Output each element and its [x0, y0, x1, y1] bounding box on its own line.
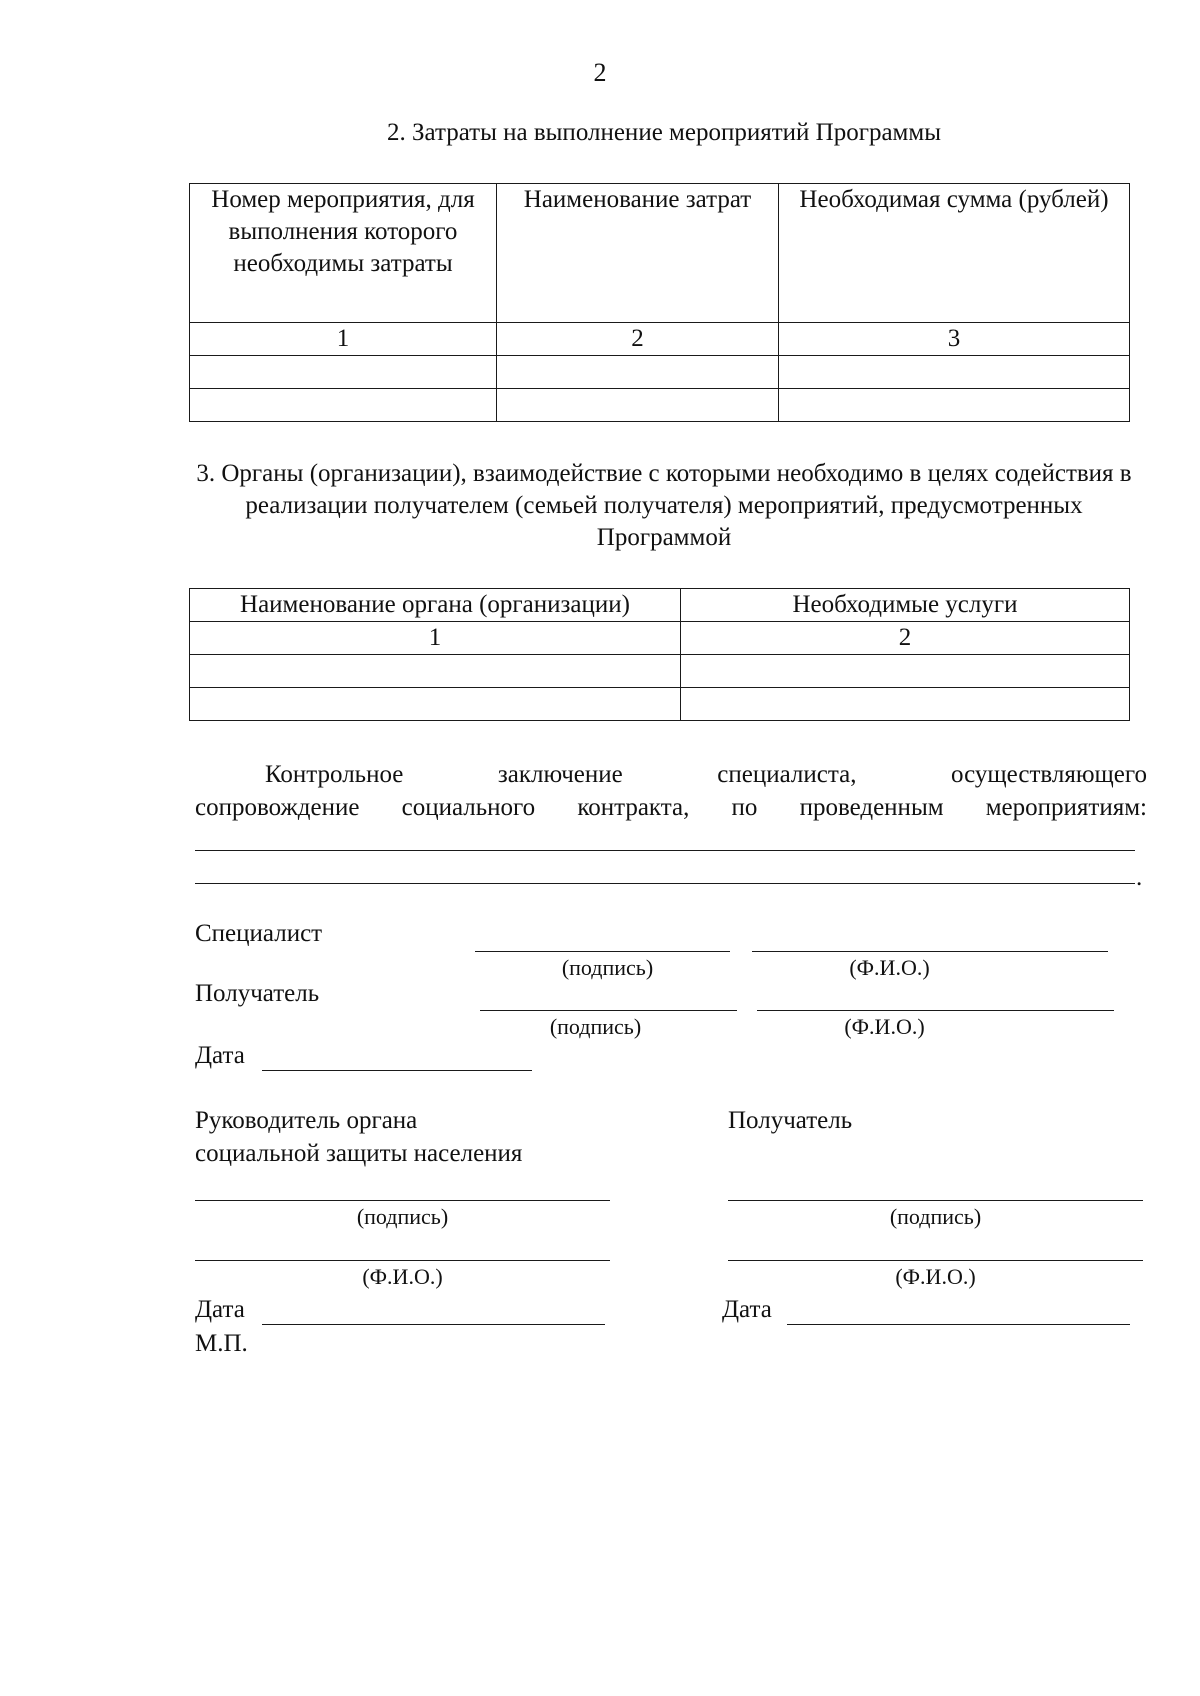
- empty-cell[interactable]: [779, 356, 1130, 389]
- column-number: 3: [779, 323, 1130, 356]
- specialist-fio-line[interactable]: [752, 951, 1108, 952]
- conclusion-word: Контрольное: [265, 761, 404, 788]
- column-number: 1: [190, 622, 681, 655]
- fio-caption: (Ф.И.О.): [844, 1014, 925, 1039]
- right-date-label: Дата: [722, 1296, 772, 1323]
- conclusion-line-2: [195, 794, 1147, 822]
- empty-cell[interactable]: [190, 356, 497, 389]
- conclusion-blank-line[interactable]: [195, 883, 1135, 884]
- header-required-sum: Необходимая сумма (рублей): [779, 184, 1130, 323]
- signature-caption: (подпись): [356, 1204, 449, 1229]
- empty-cell[interactable]: [779, 389, 1130, 422]
- conclusion-word: мероприятиям:: [985, 794, 1147, 821]
- date-line[interactable]: [262, 1070, 532, 1071]
- signature-caption: (подпись): [889, 1204, 982, 1229]
- head-fio-line[interactable]: [195, 1260, 610, 1261]
- date-label: Дата: [195, 1042, 245, 1069]
- table-row: [190, 389, 1130, 422]
- column-number: 1: [190, 323, 497, 356]
- conclusion-word: проведенным: [799, 794, 944, 821]
- stamp-label: М.П.: [195, 1330, 248, 1357]
- head-date-line[interactable]: [262, 1324, 605, 1325]
- conclusion-word: специалиста,: [717, 761, 857, 788]
- right-signature-line[interactable]: [728, 1200, 1143, 1201]
- header-required-services: Необходимые услуги: [681, 589, 1130, 622]
- right-fio-line[interactable]: [728, 1260, 1143, 1261]
- conclusion-end-mark: .: [1136, 864, 1143, 891]
- table-row: [190, 655, 1130, 688]
- section-3-title: 3. Органы (организации), взаимодействие с которыми необходимо в целях содействия в реализации получателем (семьей получателя) мероприятий, предусмотренных Программой: [196, 460, 1132, 551]
- column-number: 2: [681, 622, 1130, 655]
- recipient-label: Получатель: [195, 980, 320, 1007]
- specialist-signature-line[interactable]: [475, 951, 730, 952]
- recipient-fio-line[interactable]: [757, 1010, 1114, 1011]
- conclusion-word: сопровождение: [195, 794, 360, 821]
- empty-cell[interactable]: [190, 655, 681, 688]
- specialist-label: Специалист: [195, 920, 323, 947]
- conclusion-blank-line[interactable]: [195, 850, 1135, 851]
- table-row: [190, 323, 1130, 356]
- conclusion-word: социального: [401, 794, 536, 821]
- conclusion-word: заключение: [497, 761, 623, 788]
- conclusion-word: осуществляющего: [951, 761, 1147, 788]
- fio-caption: (Ф.И.О.): [362, 1264, 443, 1289]
- column-number: 2: [497, 323, 779, 356]
- right-recipient-label: Получатель: [728, 1107, 853, 1134]
- costs-table: [189, 183, 1130, 422]
- head-signature-line[interactable]: [195, 1200, 610, 1201]
- empty-cell[interactable]: [681, 655, 1130, 688]
- conclusion-word: контракта,: [577, 794, 690, 821]
- table-row: [190, 356, 1130, 389]
- header-cost-name: Наименование затрат: [497, 184, 779, 323]
- fio-caption: (Ф.И.О.): [849, 955, 930, 980]
- right-date-line[interactable]: [787, 1324, 1130, 1325]
- empty-cell[interactable]: [497, 356, 779, 389]
- organizations-table: [189, 588, 1130, 721]
- header-organization-name: Наименование органа (организации): [190, 589, 681, 622]
- table-row: [190, 688, 1130, 721]
- table-row: [190, 622, 1130, 655]
- head-date-label: Дата: [195, 1296, 245, 1323]
- header-event-number: Номер мероприятия, для выполнения которого необходимы затраты: [190, 184, 497, 323]
- empty-cell[interactable]: [190, 389, 497, 422]
- table-header-row: [190, 184, 1130, 323]
- empty-cell[interactable]: [681, 688, 1130, 721]
- signature-caption: (подпись): [561, 955, 654, 980]
- conclusion-word: по: [731, 794, 758, 821]
- table-header-row: [190, 589, 1130, 622]
- conclusion-line-1: [265, 761, 1147, 789]
- signature-caption: (подпись): [549, 1014, 642, 1039]
- recipient-signature-line[interactable]: [480, 1010, 737, 1011]
- section-2-title: 2. Затраты на выполнение мероприятий Программы: [386, 119, 941, 146]
- fio-caption: (Ф.И.О.): [895, 1264, 976, 1289]
- empty-cell[interactable]: [190, 688, 681, 721]
- page-number: 2: [593, 58, 607, 87]
- head-label-line-1: Руководитель органа: [195, 1107, 418, 1134]
- head-label-line-2: социальной защиты населения: [195, 1140, 523, 1167]
- empty-cell[interactable]: [497, 389, 779, 422]
